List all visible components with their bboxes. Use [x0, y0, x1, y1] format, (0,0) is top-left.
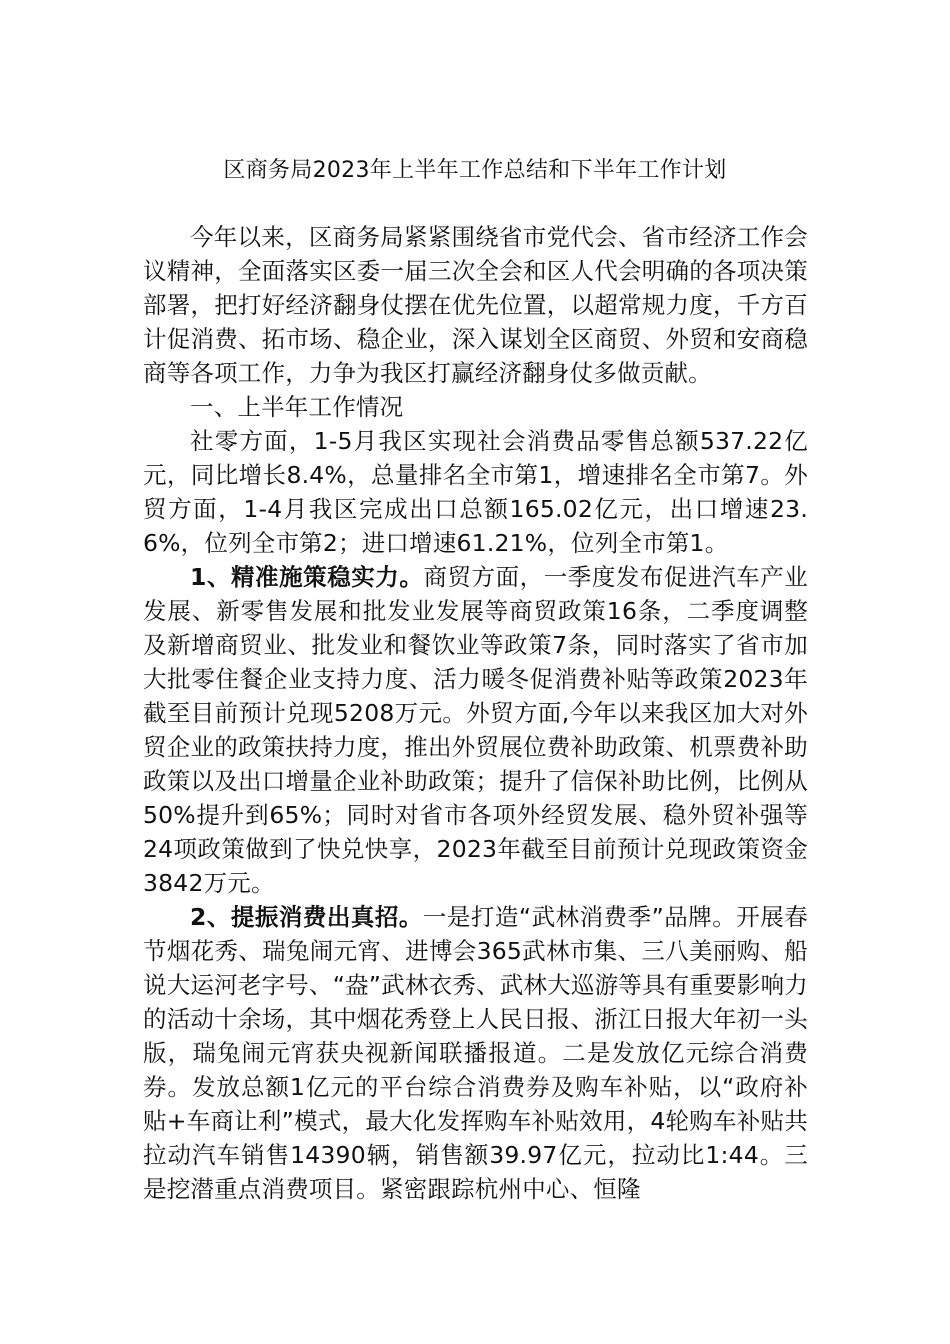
paragraph-text: 一、上半年工作情况 — [190, 393, 404, 421]
section-heading — [143, 390, 808, 424]
paragraph-policy — [143, 560, 808, 900]
paragraph-lead: 1、精准施策稳实力。 — [190, 563, 424, 591]
document-body — [143, 220, 808, 1206]
paragraph-text: 社零方面，1-5月我区实现社会消费品零售总额537.22亿元，同比增长8.4%，总量排名全市第1，增速排名全市第7。外贸方面，1-4月我区完成出口总额165.02亿元，出口增速23.6%，位列全市第2；进口增速61.21%，位列全市第1。 — [143, 427, 808, 557]
paragraph-intro — [143, 220, 808, 390]
paragraph-overview — [143, 424, 808, 560]
paragraph-text: 今年以来，区商务局紧紧围绕省市党代会、省市经济工作会议精神，全面落实区委一届三次全会和区人代会明确的各项决策部署，把打好经济翻身仗摆在优先位置，以超常规力度，千方百计促消费、拓市场、稳企业，深入谋划全区商贸、外贸和安商稳商等各项工作，力争为我区打赢经济翻身仗多做贡献。 — [143, 223, 808, 387]
paragraph-text: 商贸方面，一季度发布促进汽车产业发展、新零售发展和批发业发展等商贸政策16条，二季度调整及新增商贸业、批发业和餐饮业等政策7条，同时落实了省市加大批零住餐企业支持力度、活力暖冬促消费补贴等政策2023年截至目前预计兑现5208万元。外贸方面,今年以来我区加大对外贸企业的政策扶持力度，推出外贸展位费补助政策、机票费补助政策以及出口增量企业补助政策；提升了信保补助比例，比例从50%提升到65%；同时对省市各项外经贸发展、稳外贸补强等24项政策做到了快兑快享，2023年截至目前预计兑现政策资金3842万元。 — [143, 563, 808, 897]
paragraph-consumption — [143, 900, 808, 1206]
document-title: 区商务局2023年上半年工作总结和下半年工作计划 — [223, 158, 727, 183]
paragraph-text: 一是打造“武林消费季”品牌。开展春节烟花秀、瑞兔闹元宵、进博会365武林市集、三八美丽购、船说大运河老字号、“盎”武林衣秀、武林大巡游等具有重要影响力的活动十余场，其中烟花秀登上人民日报、浙江日报大年初一头版，瑞兔闹元宵获央视新闻联播报道。二是发放亿元综合消费券。发放总额1亿元的平台综合消费券及购车补贴，以“政府补贴+车商让利”模式，最大化发挥购车补贴效用，4轮购车补贴共拉动汽车销售14390辆，销售额39.97亿元，拉动比1:44。三是挖潜重点消费项目。紧密跟踪杭州中心、恒隆 — [143, 903, 808, 1203]
paragraph-lead: 2、提振消费出真招。 — [190, 903, 423, 931]
